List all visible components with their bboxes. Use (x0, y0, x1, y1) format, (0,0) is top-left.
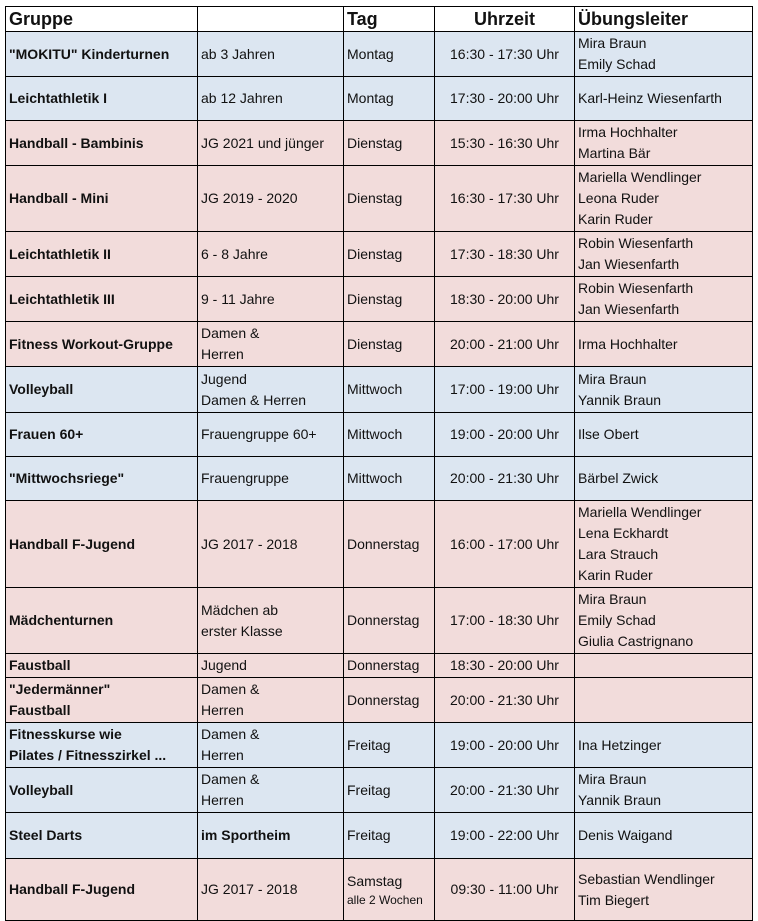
day-cell (344, 77, 435, 121)
schedule-table (5, 6, 753, 921)
group-cell-line: Mädchenturnen (9, 612, 114, 628)
leader-cell-line: Mira Braun (578, 591, 647, 607)
target-cell (198, 32, 344, 77)
target-cell-line: Damen & (201, 681, 260, 697)
time-cell: 09:30 - 11:00 Uhr (435, 859, 575, 921)
group-cell (6, 723, 198, 768)
table-row (6, 723, 753, 768)
table-row (6, 277, 753, 322)
table-row (6, 232, 753, 277)
leader-cell (575, 813, 753, 859)
target-cell-line: ab 3 Jahren (201, 45, 275, 62)
day-cell-line: Donnerstag (347, 691, 420, 708)
leader-cell-line: Karin Ruder (578, 211, 653, 227)
day-cell-line: Mittwoch (347, 470, 403, 486)
target-cell-line: JG 2017 - 2018 (201, 535, 298, 552)
header-row (6, 7, 753, 32)
leader-cell-line: Ilse Obert (578, 426, 639, 442)
leader-cell-line: Lara Strauch (578, 546, 659, 562)
header-uhrzeit: Uhrzeit (435, 7, 575, 32)
target-cell (198, 723, 344, 768)
leader-cell-line: Bärbel Zwick (578, 470, 659, 486)
day-cell (344, 501, 435, 588)
group-cell (6, 367, 198, 413)
group-cell-line: Leichtathletik III (9, 290, 115, 307)
leader-cell-line: Yannik Braun (578, 391, 662, 408)
leader-cell-line: Jan Wiesenfarth (578, 301, 680, 317)
group-cell (6, 232, 198, 277)
leader-cell (575, 654, 753, 678)
header-gruppe: Gruppe (6, 7, 198, 32)
day-cell (344, 121, 435, 166)
group-cell-line: Handball - Mini (9, 190, 109, 206)
group-cell (6, 77, 198, 121)
time-cell: 16:30 - 17:30 Uhr (435, 166, 575, 232)
target-cell-line: Herren (201, 747, 244, 763)
target-cell-line: 6 - 8 Jahre (201, 245, 268, 262)
target-cell-line: Damen & (201, 325, 260, 341)
target-cell-line: ab 12 Jahren (201, 90, 283, 106)
day-cell-line: Mittwoch (347, 381, 403, 397)
leader-cell-line: Tim Biegert (578, 891, 650, 908)
day-cell-line: Dienstag (347, 190, 403, 206)
target-cell-line: erster Klasse (201, 622, 283, 639)
time-cell: 17:00 - 18:30 Uhr (435, 588, 575, 654)
day-cell-line: Freitag (347, 781, 391, 798)
day-cell (344, 457, 435, 501)
leader-cell-line: Jan Wiesenfarth (578, 256, 680, 272)
day-cell (344, 166, 435, 232)
target-cell-line: Damen & Herren (201, 391, 307, 408)
group-cell (6, 277, 198, 322)
leader-cell-line: Karin Ruder (578, 567, 653, 583)
day-cell-line: Donnerstag (347, 657, 420, 673)
time-cell: 20:00 - 21:30 Uhr (435, 678, 575, 723)
group-cell (6, 32, 198, 77)
group-cell-line: Fitness Workout-Gruppe (9, 335, 173, 352)
time-cell: 16:00 - 17:00 Uhr (435, 501, 575, 588)
leader-cell-line: Karl-Heinz Wiesenfarth (578, 90, 722, 106)
leader-cell (575, 77, 753, 121)
target-cell (198, 367, 344, 413)
day-cell-line: Montag (347, 90, 394, 106)
day-cell (344, 588, 435, 654)
leader-cell-line: Mariella Wendlinger (578, 169, 702, 185)
group-cell (6, 413, 198, 457)
group-cell (6, 501, 198, 588)
leader-cell (575, 859, 753, 921)
leader-cell-line: Irma Hochhalter (578, 335, 678, 352)
leader-cell-line: Lena Eckhardt (578, 525, 669, 541)
leader-cell-line: Denis Waigand (578, 827, 673, 843)
target-cell-line: Jugend (201, 657, 247, 673)
day-cell (344, 32, 435, 77)
table-row (6, 457, 753, 501)
day-cell (344, 813, 435, 859)
time-cell: 20:00 - 21:30 Uhr (435, 457, 575, 501)
day-cell-line: alle 2 Wochen (347, 892, 423, 907)
table-row (6, 322, 753, 367)
group-cell (6, 457, 198, 501)
leader-cell-line: Mira Braun (578, 35, 647, 51)
target-cell (198, 654, 344, 678)
day-cell-line: Samstag (347, 872, 403, 889)
time-cell: 17:30 - 20:00 Uhr (435, 77, 575, 121)
leader-cell-line: Mariella Wendlinger (578, 504, 702, 520)
day-cell (344, 322, 435, 367)
leader-cell-line: Robin Wiesenfarth (578, 280, 694, 296)
target-cell-line: Frauengruppe 60+ (201, 426, 317, 442)
group-cell (6, 768, 198, 813)
group-cell-line: "MOKITU" Kinderturnen (9, 45, 170, 62)
leader-cell (575, 723, 753, 768)
target-cell (198, 413, 344, 457)
leader-cell-line: Sebastian Wendlinger (578, 870, 715, 887)
target-cell-line: Damen & (201, 771, 260, 787)
target-cell-line: Herren (201, 702, 244, 718)
day-cell (344, 277, 435, 322)
target-cell (198, 121, 344, 166)
group-cell (6, 813, 198, 859)
day-cell-line: Dienstag (347, 335, 403, 352)
table-row (6, 166, 753, 232)
group-cell-line: Handball F-Jugend (9, 881, 135, 897)
time-cell: 20:00 - 21:00 Uhr (435, 322, 575, 367)
target-cell-line: Jugend (201, 370, 247, 387)
target-cell (198, 77, 344, 121)
leader-cell-line: Leona Ruder (578, 190, 659, 206)
group-cell (6, 678, 198, 723)
day-cell-line: Mittwoch (347, 426, 403, 442)
day-cell-line: Freitag (347, 736, 391, 753)
table-row (6, 77, 753, 121)
group-cell-line: Frauen 60+ (9, 426, 84, 442)
day-cell-line: Donnerstag (347, 612, 420, 628)
time-cell: 19:00 - 20:00 Uhr (435, 723, 575, 768)
time-cell: 16:30 - 17:30 Uhr (435, 32, 575, 77)
leader-cell (575, 768, 753, 813)
header-uebungsleiter: Übungsleiter (575, 7, 753, 32)
group-cell-line: Leichtathletik I (9, 90, 108, 106)
leader-cell-line: Yannik Braun (578, 792, 662, 808)
group-cell-line: Fitnesskurse wie (9, 726, 122, 742)
group-cell-line: "Jedermänner" (9, 681, 111, 697)
target-cell-line: Damen & (201, 726, 260, 742)
leader-cell-line: Emily Schad (578, 56, 656, 72)
group-cell (6, 322, 198, 367)
time-cell: 19:00 - 22:00 Uhr (435, 813, 575, 859)
day-cell-line: Dienstag (347, 245, 403, 262)
target-cell (198, 277, 344, 322)
leader-cell (575, 367, 753, 413)
group-cell-line: Volleyball (9, 381, 74, 397)
day-cell (344, 654, 435, 678)
target-cell (198, 232, 344, 277)
leader-cell (575, 413, 753, 457)
time-cell: 17:30 - 18:30 Uhr (435, 232, 575, 277)
group-cell-line: Steel Darts (9, 827, 83, 843)
target-cell (198, 768, 344, 813)
time-cell: 20:00 - 21:30 Uhr (435, 768, 575, 813)
table-row (6, 654, 753, 678)
leader-cell (575, 32, 753, 77)
group-cell-line: Leichtathletik II (9, 245, 111, 262)
group-cell-line: Pilates / Fitnesszirkel ... (9, 747, 167, 763)
day-cell-line: Dienstag (347, 134, 403, 151)
table-row (6, 367, 753, 413)
group-cell (6, 121, 198, 166)
group-cell (6, 654, 198, 678)
leader-cell-line: Irma Hochhalter (578, 124, 678, 140)
leader-cell-line: Mira Braun (578, 370, 647, 387)
table-row (6, 678, 753, 723)
target-cell-line: Frauengruppe (201, 470, 289, 486)
day-cell (344, 723, 435, 768)
target-cell (198, 457, 344, 501)
target-cell (198, 678, 344, 723)
day-cell (344, 859, 435, 921)
day-cell-line: Freitag (347, 827, 391, 843)
leader-cell (575, 588, 753, 654)
target-cell (198, 813, 344, 859)
leader-cell (575, 121, 753, 166)
group-cell-line: Handball - Bambinis (9, 134, 144, 151)
leader-cell-line: Ina Hetzinger (578, 736, 662, 753)
target-cell-line: Herren (201, 346, 244, 362)
table-row (6, 859, 753, 921)
day-cell-line: Montag (347, 45, 394, 62)
day-cell (344, 678, 435, 723)
table-row (6, 413, 753, 457)
leader-cell-line: Robin Wiesenfarth (578, 235, 694, 251)
day-cell (344, 413, 435, 457)
header-tag: Tag (344, 7, 435, 32)
target-cell-line: Mädchen ab (201, 601, 279, 618)
group-cell (6, 588, 198, 654)
table-row (6, 768, 753, 813)
leader-cell (575, 457, 753, 501)
leader-cell-line: Mira Braun (578, 771, 647, 787)
group-cell (6, 859, 198, 921)
target-cell (198, 588, 344, 654)
group-cell-line: Faustball (9, 657, 71, 673)
target-cell-line: im Sportheim (201, 827, 291, 843)
time-cell: 17:00 - 19:00 Uhr (435, 367, 575, 413)
target-cell (198, 859, 344, 921)
leader-cell (575, 277, 753, 322)
target-cell-line: JG 2017 - 2018 (201, 881, 298, 897)
target-cell-line: JG 2021 und jünger (201, 134, 324, 151)
leader-cell (575, 678, 753, 723)
time-cell: 19:00 - 20:00 Uhr (435, 413, 575, 457)
day-cell-line: Dienstag (347, 290, 403, 307)
table-row (6, 813, 753, 859)
leader-cell (575, 501, 753, 588)
table-row (6, 32, 753, 77)
day-cell (344, 367, 435, 413)
time-cell: 18:30 - 20:00 Uhr (435, 277, 575, 322)
leader-cell (575, 166, 753, 232)
leader-cell-line: Giulia Castrignano (578, 633, 694, 649)
table-row (6, 121, 753, 166)
group-cell-line: Faustball (9, 702, 71, 718)
leader-cell-line: Emily Schad (578, 612, 656, 628)
target-cell-line: JG 2019 - 2020 (201, 190, 298, 206)
header-target (198, 7, 344, 32)
time-cell: 15:30 - 16:30 Uhr (435, 121, 575, 166)
day-cell-line: Donnerstag (347, 535, 420, 552)
leader-cell-line: Martina Bär (578, 145, 651, 161)
table-row (6, 588, 753, 654)
group-cell-line: Handball F-Jugend (9, 535, 135, 552)
group-cell-line: Volleyball (9, 781, 74, 798)
group-cell-line: "Mittwochsriege" (9, 470, 125, 486)
table-body (6, 32, 753, 921)
group-cell (6, 166, 198, 232)
leader-cell (575, 232, 753, 277)
leader-cell (575, 322, 753, 367)
table-row (6, 501, 753, 588)
target-cell (198, 166, 344, 232)
target-cell-line: 9 - 11 Jahre (201, 290, 275, 307)
target-cell (198, 501, 344, 588)
time-cell: 18:30 - 20:00 Uhr (435, 654, 575, 678)
day-cell (344, 232, 435, 277)
target-cell (198, 322, 344, 367)
target-cell-line: Herren (201, 792, 244, 808)
day-cell (344, 768, 435, 813)
